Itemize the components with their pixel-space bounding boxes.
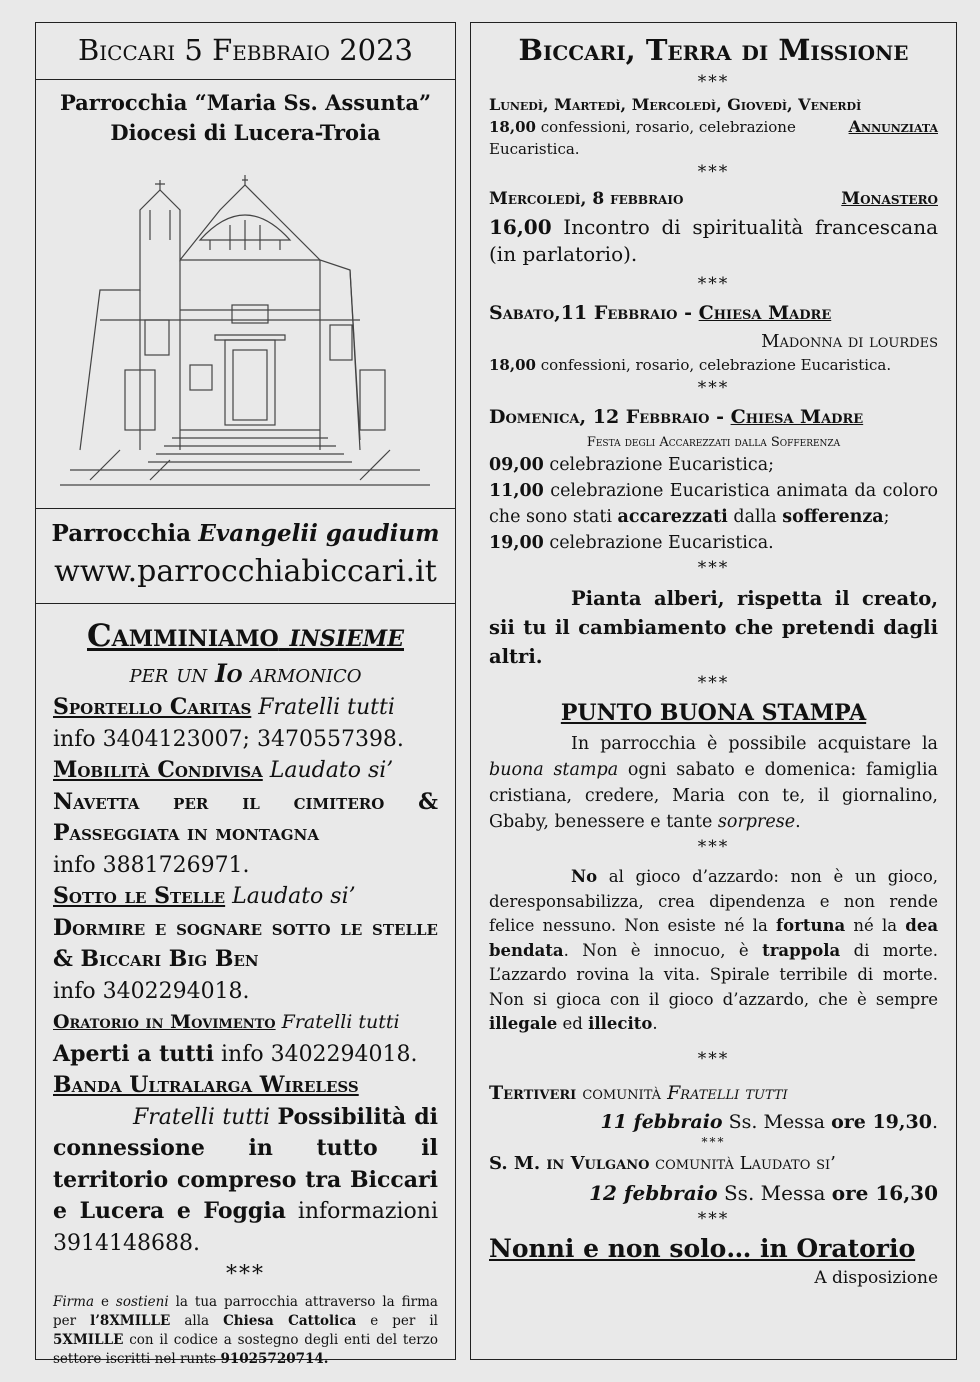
tertiveri-time: ore 19,30 (831, 1110, 932, 1133)
vulgano-time: ore 16,30 (831, 1180, 938, 1205)
wednesday-text: Incontro di spiritualità francescana (in parlatorio). (489, 215, 939, 266)
stampa-2: buona stampa (489, 760, 619, 780)
sunday-time-1: 09,00 (489, 455, 544, 475)
mission-content (489, 30, 938, 1289)
oratorio-bold: Aperti a tutti (53, 1040, 214, 1067)
caritas-title: Sportello Caritas (53, 694, 252, 720)
saturday-place: Chiesa Madre (698, 302, 832, 324)
parish-name: Parrocchia “Maria Ss. Assunta” (59, 90, 432, 115)
azzardo-3: . Non è innocuo, è (563, 940, 749, 960)
parish-motto-line (35, 520, 456, 547)
weekday-text: confessioni, rosario, celebrazione Eucaristica. (489, 118, 796, 158)
oratorio-heading (53, 1007, 438, 1039)
firma-10: con il codice a sostegno degli enti del terzo settore iscritti nel runts (53, 1331, 438, 1367)
vulgano-line (489, 1149, 938, 1179)
tertiveri-com: comunità (582, 1081, 662, 1104)
saturday-day: Sabato,11 Febbraio - (489, 302, 693, 324)
saturday-schedule (489, 354, 938, 376)
sunday-item-1 (489, 452, 938, 478)
sunday-feast: Festa degli Accarezzati dalla Sofferenza (586, 435, 841, 450)
wednesday-line (489, 184, 938, 214)
wednesday-time: 16,00 (489, 215, 552, 239)
small-stars: *** (701, 1134, 726, 1149)
azzardo-1: al gioco d’azzardo: non è un gioco, deresponsabilizza, crea dipendenza e non rende felice nessuno. Non esiste né la (489, 867, 938, 935)
banda-info: informazioni 3914148688. (53, 1199, 438, 1256)
mobilita-heading (53, 755, 438, 787)
stampa-1: In parrocchia è possibile acquistare la (571, 734, 938, 754)
azzardo-4: di morte. L’azzardo rovina la vita. Spirale terribile di morte. Non si gioca con il gioco d’azzardo, che è sempre (489, 940, 939, 1009)
nonni-title: Nonni e non solo… in Oratorio (489, 1233, 916, 1263)
firma-paragraph (53, 1293, 438, 1369)
sunday-text-2d: sofferenza (782, 507, 884, 527)
stars-4: *** (697, 378, 730, 398)
mobilita-desc: Navetta per il cimitero & Passeggiata in montagna (53, 788, 438, 846)
stars-8: *** (697, 1048, 730, 1069)
wednesday-schedule (489, 214, 938, 268)
stars-1: *** (697, 72, 730, 92)
insieme-sub-io: Io (215, 659, 243, 688)
sunday-time-2: 11,00 (489, 481, 544, 501)
mobilita-info: info 3881726971. (53, 852, 250, 878)
mobilita-title: Mobilità Condivisa (53, 757, 263, 783)
azzardo-illegale: illegale (489, 1014, 558, 1033)
caritas-info: info 3404123007; 3470557398. (53, 726, 404, 752)
firma-3: sostieni (115, 1293, 169, 1310)
stampa-text (489, 731, 938, 835)
date-heading: Biccari 5 Febbraio 2023 (77, 33, 414, 67)
stelle-info: info 3402294018. (53, 978, 250, 1004)
sunday-text-3: celebrazione Eucaristica. (549, 533, 774, 553)
tertiveri-mass (489, 1109, 938, 1135)
stars-2: *** (697, 162, 730, 182)
firma-7: Chiesa Cattolica (223, 1312, 357, 1329)
church-facade (80, 175, 385, 450)
azzardo-no: No (571, 867, 598, 886)
saturday-text: confessioni, rosario, celebrazione Eucaristica. (540, 356, 892, 374)
banda-text (53, 1102, 438, 1260)
azzardo-dea: dea bendata (489, 916, 939, 960)
firma-8: e per il (370, 1312, 438, 1329)
sunday-line (489, 400, 938, 434)
vulgano-tag: Laudato si’ (739, 1152, 836, 1174)
nonni-note: A disposizione (814, 1267, 938, 1288)
azzardo-illecito: illecito (588, 1014, 653, 1033)
firma-9: 5XMILLE (53, 1331, 124, 1348)
caritas-heading (53, 692, 438, 724)
oratorio-title: Oratorio in Movimento (53, 1011, 276, 1033)
sunday-day: Domenica, 12 Febbraio - (489, 406, 724, 428)
stars-9: *** (697, 1208, 730, 1229)
tertiveri-line (489, 1077, 938, 1109)
sunday-text-1: celebrazione Eucaristica; (549, 455, 775, 475)
wednesday-place: Monastero (841, 189, 938, 209)
parish-motto: Evangelii gaudium (198, 520, 440, 547)
weekday-place: Annunziata (848, 117, 938, 136)
sunday-item-2 (489, 478, 938, 530)
tertiveri-tag: Fratelli tutti (667, 1081, 788, 1104)
diocese-name: Diocesi di Lucera-Troia (110, 120, 381, 145)
insieme-title-a: Camminiamo (87, 618, 279, 654)
azzardo-5: ed (562, 1014, 583, 1033)
oratorio-info: info 3402294018. (220, 1041, 418, 1067)
insieme-subtitle (53, 656, 438, 692)
azzardo-text (489, 865, 938, 1037)
tertiveri-mass-label: Ss. Messa (728, 1110, 826, 1133)
vulgano-mass-label: Ss. Messa (723, 1180, 826, 1205)
banda-heading (53, 1070, 438, 1102)
weekday-days: Lunedì, Martedì, Mercoledì, Giovedì, Venerdì (489, 95, 862, 114)
saturday-line (489, 296, 938, 330)
sunday-text-2a: celebrazione Eucaristica animata da coloro che sono stati (489, 481, 938, 527)
vulgano-com: comunità (655, 1152, 734, 1174)
firma-6: alla (184, 1312, 210, 1329)
oratorio-tag: Fratelli tutti (281, 1011, 400, 1033)
stampa-title: PUNTO BUONA STAMPA (560, 700, 867, 726)
firma-1: Firma (53, 1293, 94, 1310)
banda-desc: Possibilità di connessione in tutto il territorio compreso tra Biccari e Lucera e Foggia (53, 1103, 438, 1224)
saturday-feast: Madonna di lourdes (761, 331, 938, 352)
caritas-tag: Fratelli tutti (258, 695, 395, 720)
azzardo-fortuna: fortuna (776, 916, 846, 935)
oratorio-line (53, 1039, 438, 1071)
firma-5: l’8XMILLE (90, 1312, 171, 1329)
sunday-schedule (489, 452, 938, 556)
firma-2: e (100, 1293, 109, 1310)
azzardo-6: . (652, 1014, 658, 1033)
insieme-sub-b: armonico (250, 659, 362, 688)
azzardo-2: né la (853, 916, 898, 935)
stelle-title: Sotto le Stelle (53, 883, 226, 909)
stelle-heading (53, 881, 438, 913)
vulgano-date: 12 febbraio (589, 1180, 718, 1205)
left-stars: *** (226, 1262, 265, 1287)
banda-tag: Fratelli tutti (133, 1104, 271, 1130)
insieme-sub-a: per un (129, 659, 208, 688)
banda-title: Banda Ultralarga Wireless (53, 1072, 359, 1098)
church-sketch-image (60, 150, 430, 490)
sunday-time-3: 19,00 (489, 533, 544, 553)
stampa-5: . (795, 812, 801, 832)
azzardo-trappola: trappola (762, 940, 841, 960)
sunday-place: Chiesa Madre (730, 406, 864, 428)
vulgano-name: S. M. in Vulgano (489, 1152, 650, 1174)
stampa-3: ogni sabato e domenica: famiglia cristiana, credere, Maria con te, il giornalino, Gbaby, benessere e tante (489, 760, 938, 832)
firma-4: la tua parrocchia attraverso la firma per (53, 1293, 438, 1329)
sunday-item-3 (489, 530, 938, 556)
sunday-text-2b: accarezzati (617, 507, 728, 527)
pianta-text: Pianta alberi, rispetta il creato, sii tu il cambiamento che pretendi dagli altri. (489, 587, 938, 668)
saturday-time: 18,00 (489, 356, 536, 374)
church-steps (60, 430, 430, 485)
wednesday-day: Mercoledì, 8 febbraio (489, 189, 684, 209)
parish-label: Parrocchia (51, 520, 192, 547)
firma-11: 91025720714. (220, 1350, 329, 1367)
website-link[interactable]: www.parrocchiabiccari.it (54, 554, 437, 589)
tertiveri-end: . (931, 1110, 938, 1133)
vulgano-mass (489, 1179, 938, 1207)
insieme-content (53, 616, 438, 1369)
tertiveri-name: Tertiveri (489, 1081, 577, 1104)
stelle-desc: Dormire e sognare sotto le stelle & Biccari Big Ben (53, 914, 438, 972)
stampa-4: sorprese (717, 812, 796, 832)
insieme-title-b: insieme (289, 618, 404, 654)
tertiveri-date: 11 febbraio (600, 1110, 723, 1133)
mission-title: Biccari, Terra di Missione (518, 33, 909, 67)
stars-5: *** (697, 558, 730, 578)
stars-3: *** (697, 274, 730, 294)
insieme-title (53, 616, 438, 656)
stelle-tag: Laudato si’ (232, 884, 356, 909)
weekday-time: 18,00 (489, 118, 536, 136)
stars-7: *** (697, 837, 730, 857)
mobilita-tag: Laudato si’ (269, 758, 394, 783)
sunday-text-2e: ; (883, 507, 890, 527)
sunday-text-2c: dalla (733, 507, 777, 527)
stars-6: *** (697, 673, 730, 693)
